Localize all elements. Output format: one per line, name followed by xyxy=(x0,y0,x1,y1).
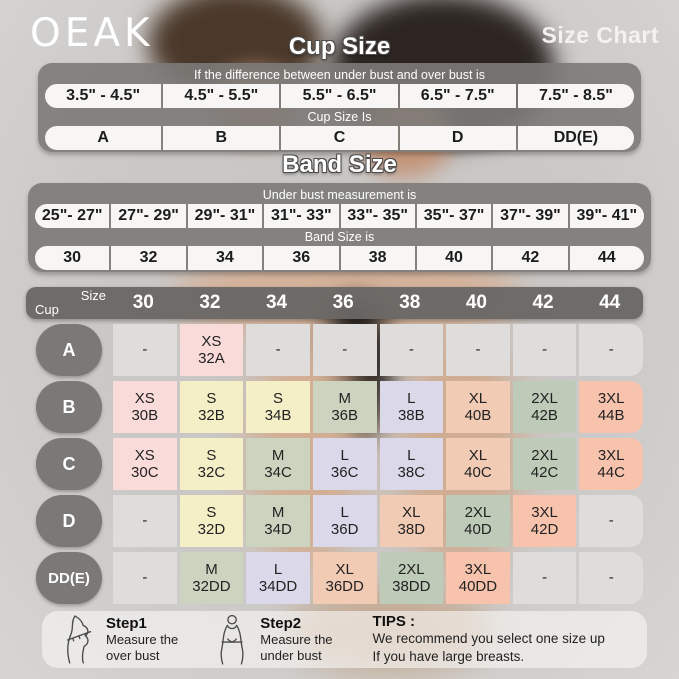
size-cell xyxy=(446,381,510,433)
size-cell-size: - xyxy=(608,341,614,359)
size-cell-code: 32C xyxy=(197,464,226,481)
size-cell-size: M xyxy=(338,389,351,407)
matrix-row-d xyxy=(26,495,643,547)
band-value-cell: 36 xyxy=(264,246,338,270)
cup-row-label: B xyxy=(36,381,102,433)
cup-letter-cell: C xyxy=(281,126,397,150)
size-cell-size: 2XL xyxy=(531,389,558,407)
size-cell-size: XL xyxy=(468,446,488,464)
cup-range-cell: 6.5" - 7.5" xyxy=(400,84,516,108)
size-cell-size: - xyxy=(142,512,148,530)
cup-letter-row xyxy=(45,126,634,150)
size-cell-size: L xyxy=(340,503,349,521)
size-cell xyxy=(579,495,643,547)
cup-size-table xyxy=(38,63,641,152)
size-cell xyxy=(113,381,177,433)
size-cell xyxy=(313,438,377,490)
tips-block xyxy=(373,613,605,666)
cup-letter-cell: D xyxy=(400,126,516,150)
band-value-cell: 38 xyxy=(341,246,415,270)
size-cell-size: - xyxy=(542,341,548,359)
size-cell xyxy=(113,495,177,547)
band-value-cell: 40 xyxy=(417,246,491,270)
band-range-cell: 31"- 33" xyxy=(264,204,338,228)
size-cell-code: 32B xyxy=(198,407,225,424)
size-cell-size: - xyxy=(342,341,348,359)
size-cell xyxy=(579,552,643,604)
size-cell-size: 3XL xyxy=(597,389,625,407)
size-cell-size: XS xyxy=(134,446,155,464)
matrix-row-a xyxy=(26,324,643,376)
size-cell-size: - xyxy=(475,341,481,359)
matrix-column-header: 44 xyxy=(599,292,621,313)
size-cell-code: 32A xyxy=(198,350,225,367)
size-cell-size: S xyxy=(206,503,217,521)
size-cell-code: 30C xyxy=(131,464,159,481)
size-cell xyxy=(180,381,244,433)
size-cell-code: 38DD xyxy=(392,578,431,595)
size-cell-size: XL xyxy=(402,503,421,521)
size-cell-size: L xyxy=(407,389,416,407)
cup-row-label: D xyxy=(36,495,102,547)
size-cell xyxy=(246,495,310,547)
matrix-column-header: 32 xyxy=(199,292,221,313)
matrix-column-header: 38 xyxy=(399,292,421,313)
band-range-cell: 35"- 37" xyxy=(417,204,491,228)
size-cell-code: 36D xyxy=(330,521,359,538)
size-cell-size: - xyxy=(275,341,281,359)
size-cell-code: 44B xyxy=(597,407,625,424)
size-cell xyxy=(446,495,510,547)
cup-letter-cell: A xyxy=(45,126,161,150)
size-cell xyxy=(380,495,444,547)
size-cell xyxy=(113,552,177,604)
cup-condition-label: If the difference between under bust and over bust is xyxy=(194,68,485,82)
matrix-corner xyxy=(26,287,110,319)
band-value-cell: 30 xyxy=(35,246,109,270)
size-cell-code: 40DD xyxy=(458,578,498,595)
size-cell xyxy=(313,324,377,376)
cup-result-label: Cup Size Is xyxy=(307,110,372,124)
band-range-cell: 33"- 35" xyxy=(341,204,415,228)
size-cell xyxy=(313,552,377,604)
step1-block xyxy=(60,614,178,666)
size-cell xyxy=(446,552,510,604)
band-value-cell: 34 xyxy=(188,246,262,270)
cup-letter-cell: B xyxy=(163,126,279,150)
matrix-row-dd xyxy=(26,552,643,604)
band-range-cell: 39"- 41" xyxy=(570,204,644,228)
cup-size-heading: Cup Size xyxy=(288,33,391,60)
size-cell-size: XS xyxy=(134,389,155,407)
measure-under-bust-icon xyxy=(212,614,250,666)
size-cell xyxy=(180,438,244,490)
band-range-row xyxy=(35,204,644,228)
size-cell-code: 34D xyxy=(264,521,292,538)
size-cell xyxy=(513,495,577,547)
matrix-column-header: 42 xyxy=(532,292,554,313)
size-cell xyxy=(380,324,444,376)
size-cell xyxy=(513,381,577,433)
matrix-column-header: 34 xyxy=(265,292,288,313)
cup-range-cell: 4.5" - 5.5" xyxy=(163,84,279,108)
size-cell-size: S xyxy=(206,389,217,407)
size-cell xyxy=(513,324,577,376)
size-cell xyxy=(180,552,244,604)
size-cell-size: 3XL xyxy=(597,446,625,464)
size-cell xyxy=(113,324,177,376)
step1-title: Step1 xyxy=(106,615,147,633)
step2-line1: Measure the xyxy=(260,632,333,648)
size-cell xyxy=(180,324,244,376)
cup-row-label: C xyxy=(36,438,102,490)
step2-line2: under bust xyxy=(260,648,322,663)
size-cell xyxy=(246,438,310,490)
size-cell-code: 42D xyxy=(530,521,559,538)
size-cell-size: 2XL xyxy=(531,446,558,464)
size-cell-size: S xyxy=(273,389,284,407)
size-cell xyxy=(513,438,577,490)
measure-over-bust-icon xyxy=(60,614,96,666)
size-cell-size: - xyxy=(542,569,548,587)
size-cell-size: M xyxy=(271,503,285,521)
size-cell-size: - xyxy=(408,341,414,359)
size-cell-code: 40D xyxy=(464,521,492,538)
page-title: Size Chart xyxy=(541,22,659,48)
cup-range-row xyxy=(45,84,634,108)
step1-text xyxy=(106,615,178,663)
band-value-cell: 32 xyxy=(111,246,185,270)
corner-size-label: Size xyxy=(80,288,106,303)
matrix-column-header: 36 xyxy=(332,292,354,313)
size-cell-code: 42B xyxy=(531,407,558,424)
size-cell-code: 40C xyxy=(464,464,492,481)
size-cell-code: 34C xyxy=(264,464,292,481)
size-cell-size: - xyxy=(608,512,614,530)
size-cell-code: 30B xyxy=(131,407,159,424)
band-value-cell: 42 xyxy=(493,246,567,270)
matrix-row-c xyxy=(26,438,643,490)
size-cell-size: 3XL xyxy=(464,560,492,578)
size-cell-size: - xyxy=(608,569,614,587)
size-cell xyxy=(579,438,643,490)
cup-range-cell: 3.5" - 4.5" xyxy=(45,84,161,108)
size-cell-code: 32D xyxy=(197,521,226,538)
size-cell-size: 2XL xyxy=(397,560,425,578)
band-value-cell: 44 xyxy=(570,246,644,270)
size-cell xyxy=(246,381,310,433)
size-cell xyxy=(579,381,643,433)
tips-line2: If you have large breasts. xyxy=(372,649,525,664)
size-cell-size: L xyxy=(340,446,349,464)
cup-range-cell: 5.5" - 6.5" xyxy=(281,84,397,108)
size-cell xyxy=(380,552,444,604)
size-cell xyxy=(246,552,310,604)
size-cell-size: - xyxy=(142,569,148,587)
tips-title: TIPS : xyxy=(372,612,416,630)
band-size-table xyxy=(28,183,651,272)
size-cell-code: 38D xyxy=(397,521,426,538)
size-cell xyxy=(380,438,444,490)
size-cell-code: 38C xyxy=(397,464,426,481)
size-cell-size: L xyxy=(407,446,416,464)
step2-block xyxy=(212,614,332,666)
band-size-heading: Band Size xyxy=(282,151,397,178)
band-range-cell: 37"- 39" xyxy=(493,204,567,228)
footer-panel xyxy=(42,611,647,668)
size-cell-code: 36B xyxy=(331,407,359,424)
size-cell xyxy=(246,324,310,376)
size-cell-code: 36C xyxy=(330,464,359,481)
size-cell-size: XL xyxy=(468,389,488,407)
cup-row-label: A xyxy=(36,324,102,376)
size-cell-size: M xyxy=(271,446,285,464)
band-range-cell: 27"- 29" xyxy=(111,204,185,228)
size-cell-code: 44C xyxy=(597,464,625,481)
matrix-header-row xyxy=(26,287,643,319)
size-cell-size: XL xyxy=(335,560,354,578)
matrix-column-header: 30 xyxy=(132,292,154,313)
size-cell-code: 34DD xyxy=(258,578,298,595)
cup-range-cell: 7.5" - 8.5" xyxy=(518,84,634,108)
band-range-cell: 25"- 27" xyxy=(35,204,109,228)
brand-logo: OEAK xyxy=(30,11,154,56)
size-cell-size: - xyxy=(142,341,148,359)
size-cell-code: 40B xyxy=(464,407,492,424)
size-cell-size: 2XL xyxy=(464,503,492,521)
size-cell-code: 34B xyxy=(264,407,292,424)
size-cell-size: M xyxy=(205,560,218,578)
band-value-row xyxy=(35,246,644,270)
size-cell xyxy=(113,438,177,490)
size-cell xyxy=(579,324,643,376)
corner-cup-label: Cup xyxy=(35,302,59,317)
size-cell-size: XS xyxy=(201,332,222,350)
size-matrix xyxy=(26,287,643,604)
size-cell-code: 32DD xyxy=(192,578,231,595)
size-cell-code: 36DD xyxy=(325,578,364,595)
matrix-column-header: 40 xyxy=(465,292,487,313)
step1-line1: Measure the xyxy=(106,632,179,648)
cup-row-label: DD(E) xyxy=(36,552,102,604)
size-cell-size: 3XL xyxy=(531,503,558,521)
matrix-row-b xyxy=(26,381,643,433)
size-cell xyxy=(513,552,577,604)
size-cell xyxy=(446,438,510,490)
band-result-label: Band Size is xyxy=(304,230,375,244)
size-cell xyxy=(446,324,510,376)
size-cell xyxy=(380,381,444,433)
size-cell-code: 42C xyxy=(530,464,559,481)
step2-title: Step2 xyxy=(260,615,302,633)
tips-line1: We recommend you select one size up xyxy=(372,630,605,646)
size-cell xyxy=(313,381,377,433)
band-range-cell: 29"- 31" xyxy=(188,204,262,228)
step2-text xyxy=(260,615,332,663)
band-condition-label: Under bust measurement is xyxy=(262,188,417,202)
size-cell-size: S xyxy=(206,446,217,464)
size-cell xyxy=(180,495,244,547)
size-cell-size: L xyxy=(273,560,283,578)
size-cell-code: 38B xyxy=(397,407,425,424)
step1-line2: over bust xyxy=(106,648,160,663)
cup-letter-cell: DD(E) xyxy=(518,126,634,150)
size-cell xyxy=(313,495,377,547)
